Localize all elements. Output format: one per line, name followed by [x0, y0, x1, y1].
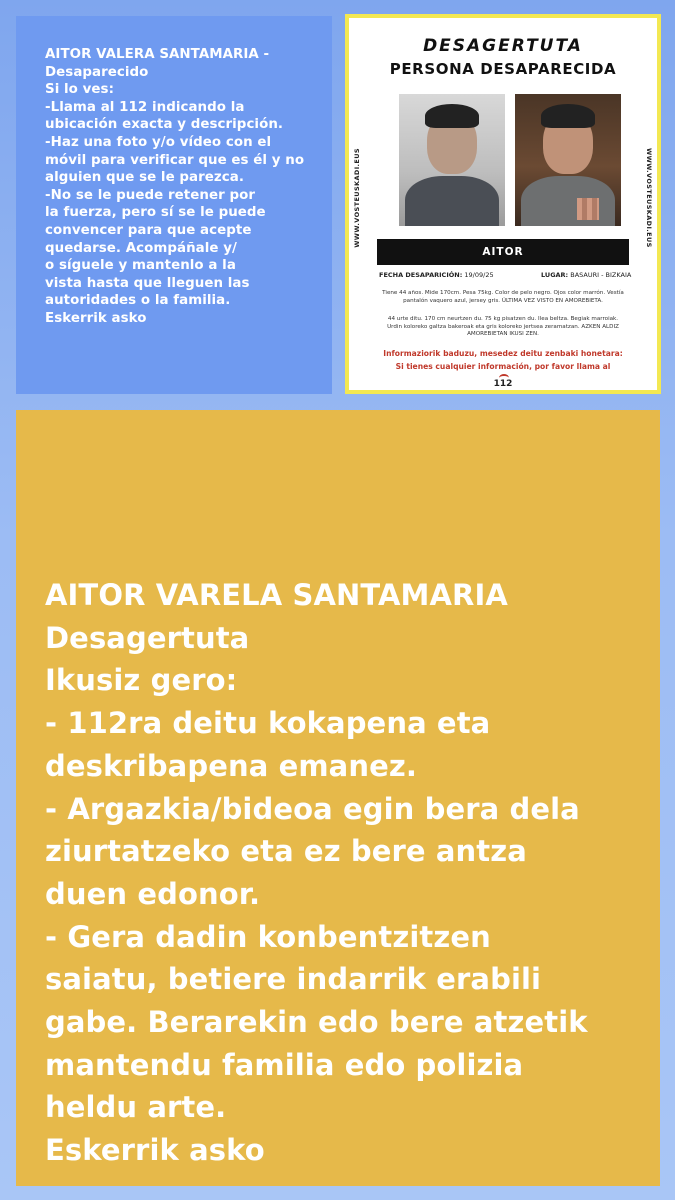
- message-line: AITOR VALERA SANTAMARIA -: [45, 47, 270, 62]
- message-line: Si lo ves:: [45, 82, 114, 98]
- message-line: - Argazkia/bideoa egin bera dela: [45, 791, 580, 826]
- message-line: ziurtatzeko eta ez bere antza: [45, 834, 527, 869]
- poster-title-basque: DESAGERTUTA: [423, 36, 583, 56]
- message-line: vista hasta que lleguen las: [45, 275, 250, 291]
- message-line: -Haz una foto y/o vídeo con el: [45, 134, 272, 150]
- place-value: BASAURI - BIZKAIA: [570, 271, 632, 279]
- spanish-message-text: [45, 46, 332, 328]
- message-line: alguien que se le parezca.: [45, 170, 244, 186]
- description-spanish: Tiene 44 años. Mide 170cm. Pesa 75kg. Color de pelo negro. Ojos color marrón. Vestía pantalón vaquero azul, jersey gris. ÚLTIMA VEZ VISTO EN AMOREBIETA.: [382, 290, 624, 304]
- message-line: -No se le puede retener por: [45, 187, 255, 203]
- message-line: Eskerrik asko: [45, 1133, 265, 1168]
- contact-text-spanish: Si tienes cualquier información, por favor llama al: [395, 362, 611, 371]
- message-line: Desaparecido: [45, 64, 149, 80]
- message-line: autoridades o la familia.: [45, 293, 231, 309]
- message-line: Desagertuta: [45, 620, 250, 655]
- message-line: ubicación exacta y descripción.: [45, 117, 284, 133]
- missing-person-poster[interactable]: [345, 14, 661, 394]
- message-line: Eskerrik asko: [45, 310, 147, 326]
- message-line: - 112ra deitu kokapena eta: [45, 706, 491, 741]
- poster-side-url-left: WWW.VOSTEUSKADI.EUS: [353, 148, 361, 248]
- place-label: LUGAR:: [541, 271, 569, 279]
- message-line: deskribapena emanez.: [45, 748, 417, 783]
- message-line: o síguele y mantenlo a la: [45, 258, 236, 274]
- message-line: móvil para verificar que es él y no: [45, 152, 305, 168]
- emergency-logo-text: Emergencias: [485, 390, 521, 394]
- spanish-message-card: [16, 16, 332, 394]
- message-line: heldu arte.: [45, 1090, 227, 1125]
- message-line: la fuerza, pero sí se le puede: [45, 205, 266, 221]
- basque-message-text: [45, 574, 660, 1172]
- date-value: 19/09/25: [464, 271, 494, 279]
- person-name-bar: AITOR: [377, 239, 629, 265]
- person-photo-left: [399, 94, 505, 226]
- message-line: quedarse. Acompáñale y/: [45, 240, 237, 256]
- disappearance-date: [379, 271, 494, 279]
- message-line: Ikusiz gero:: [45, 663, 238, 698]
- disappearance-place: [541, 271, 631, 279]
- poster-title-spanish: PERSONA DESAPARECIDA: [389, 60, 617, 78]
- message-line: gabe. Berarekin edo bere atzetik: [45, 1005, 588, 1040]
- pixelated-area: [577, 198, 599, 220]
- contact-text-basque: Informaziorik baduzu, mesedez deitu zenbaki honetara:: [383, 349, 623, 358]
- poster-side-url-right: WWW.VOSTEUSKADI.EUS: [645, 148, 653, 248]
- message-line: AITOR VARELA SANTAMARIA: [45, 578, 508, 612]
- person-photo-right: [515, 94, 621, 226]
- message-line: -Llama al 112 indicando la: [45, 99, 245, 115]
- message-line: duen edonor.: [45, 876, 261, 911]
- date-label: FECHA DESAPARICIÓN:: [379, 271, 463, 279]
- emergency-number: 112: [493, 379, 513, 389]
- message-line: - Gera dadin konbentzitzen: [45, 919, 491, 954]
- description-basque: 44 urte ditu. 170 cm neurtzen du. 75 kg pisatzen du. Ilea beltza. Begiak marroiak. Urdin koloreko galtza bakeroak eta gris koloreko jertsea zeramatzan. AZKEN ALDIZ AMOREBIETAN IKUSI ZEN.: [387, 316, 619, 338]
- basque-message-card: [16, 410, 660, 1186]
- message-line: convencer para que acepte: [45, 222, 252, 238]
- message-line: saiatu, betiere indarrik erabili: [45, 962, 542, 997]
- message-line: mantendu familia edo polizia: [45, 1047, 524, 1082]
